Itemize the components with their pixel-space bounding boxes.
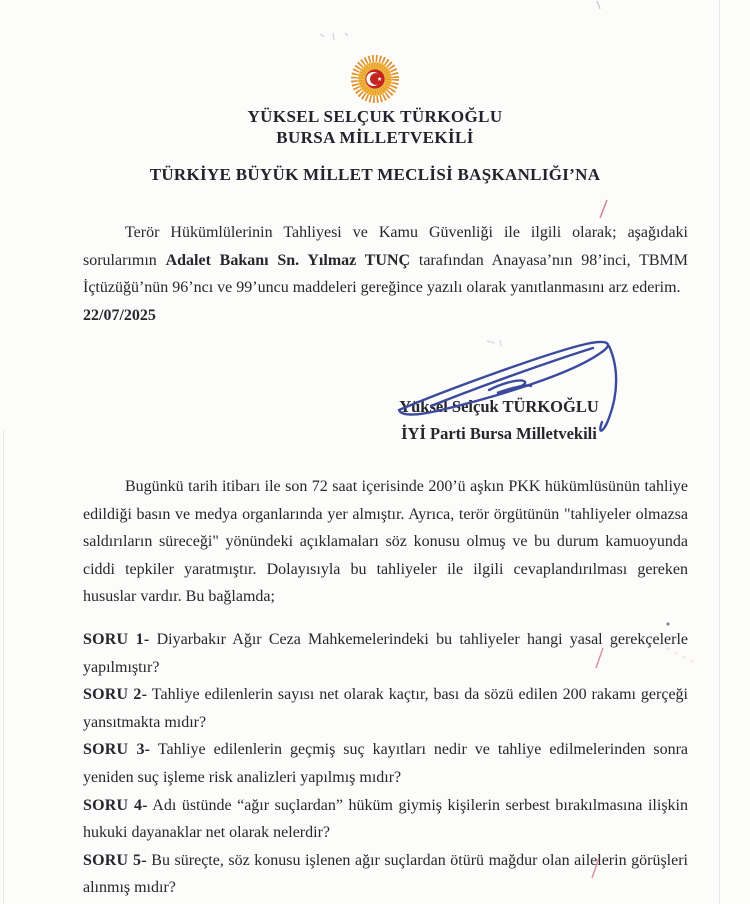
question-text: Tahliye edilenlerin geçmiş suç kayıtları nedir ve tahliye edilmelerinden sonra yeniden suç işleme risk analizleri yapılmış mıdır? <box>83 741 688 786</box>
addressee-title: TÜRKİYE BÜYÜK MİLLET MECLİSİ BAŞKANLIĞI’NA <box>149 165 601 184</box>
tbmm-emblem-icon <box>349 53 401 105</box>
question-label: SORU 5- <box>83 851 147 869</box>
question-text: Tahliye edilenlerin sayısı net olarak kaçtır, bası da sözü edilen 200 rakamı gerçeği yansıtmakta mıdır? <box>83 686 688 731</box>
question-label: SORU 2- <box>83 686 148 704</box>
question-item <box>83 847 688 902</box>
question-item <box>83 736 688 791</box>
question-item <box>83 681 688 736</box>
question-item <box>83 626 688 681</box>
petition-paragraph-block <box>83 219 688 329</box>
question-label: SORU 4- <box>83 796 148 814</box>
signature-block <box>374 336 624 444</box>
question-label: SORU 1- <box>83 631 150 648</box>
petition-paragraph <box>83 219 688 302</box>
deputy-name-heading: YÜKSEL SELÇUK TÜRKOĞLU <box>247 107 503 126</box>
question-text: Bu süreçte, söz konusu işlenen ağır suçlardan ötürü mağdur olan ailelerin görüşleri alınmış mıdır? <box>83 851 689 897</box>
questions-list <box>83 626 688 902</box>
question-text: Diyarbakır Ağır Ceza Mahkemelerindeki bu tahliyeler hangi yasal gerekçelerle yapılmıştır? <box>83 631 688 676</box>
question-text: Adı üstünde “ağır suçlardan” hüküm giymiş kişilerin serbest bırakılmasına ilişkin hukuki dayanaklar net olarak nelerdir? <box>83 796 688 842</box>
deputy-header <box>0 106 750 148</box>
document-date: 22/07/2025 <box>83 306 156 324</box>
deputy-constituency-heading: BURSA MİLLETVEKİLİ <box>276 128 474 147</box>
sun-crescent-star-emblem <box>349 53 401 105</box>
minister-name-bold: Adalet Bakanı Sn. Yılmaz TUNÇ <box>165 251 411 269</box>
body-paragraph: Bugünkü tarih itibarı ile son 72 saat içerisinde 200’ü aşkın PKK hükümlüsünün tahliye edildiği basın ve medya organlarında yer almıştır. Ayrıca, terör örgütünün "tahliyeler olmazsa saldırıların süreceği" yönündeki açıklamaları söz konusu olmuş ve bu durum kamuoyunda ciddi tepkiler yaratmıştır. Dolayısıyla bu tahliyeler ile ilgili cevaplandırılması gereken hususlar vardır. Bu bağlamda; <box>83 478 688 605</box>
question-label: SORU 3- <box>83 741 151 759</box>
petition-text-tail: tarafından Anayasa’nın 98’inci, TBMM İçtüzüğü’nün 96’ncı ve 99’uncu maddeleri gereğince yazılı olarak yanıtlanmasını arz ederim. <box>83 251 689 296</box>
petition-text-lead: Terör Hükümlülerinin Tahliyesi ve Kamu Güvenliği ile ilgili olarak; aşağıdaki sorularımın <box>83 224 688 269</box>
handwritten-signature-icon <box>370 336 622 440</box>
question-item <box>83 792 688 847</box>
signatory-party-title: İYİ Parti Bursa Milletvekili <box>401 424 597 443</box>
signatory-name: Yüksel Selçuk TÜRKOĞLU <box>399 397 599 416</box>
